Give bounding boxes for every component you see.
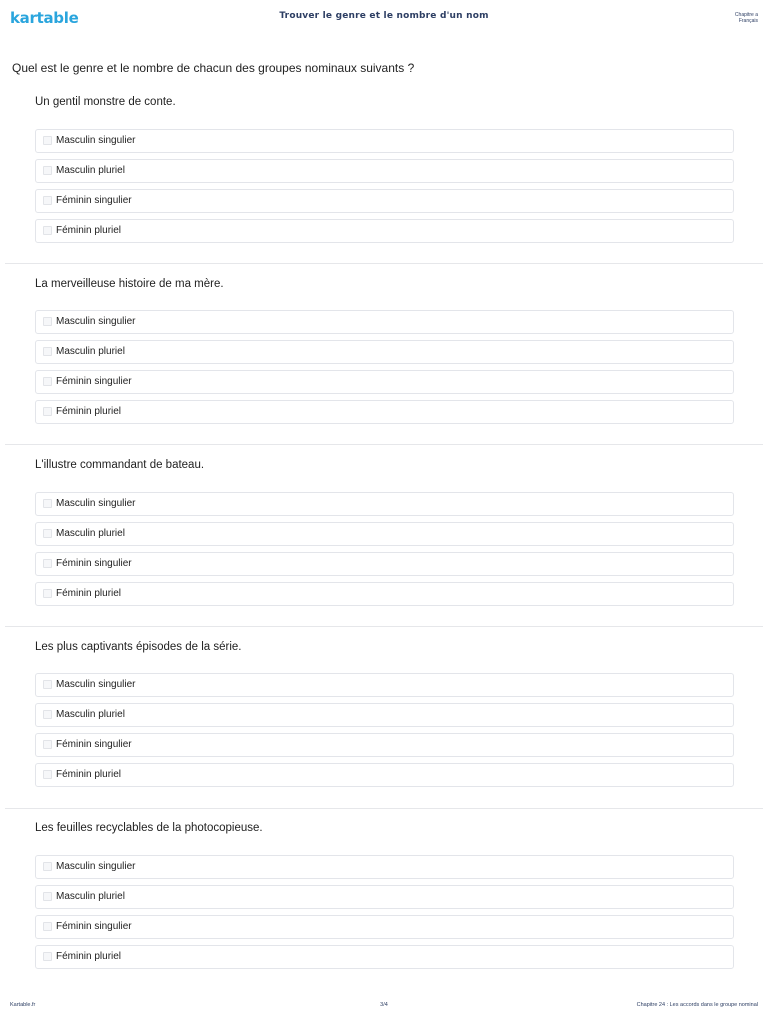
page-header [0, 0, 768, 36]
section-divider [5, 263, 763, 264]
option-label: Féminin singulier [56, 195, 132, 206]
option-label: Féminin singulier [56, 739, 132, 750]
checkbox-icon[interactable] [43, 740, 52, 749]
checkbox-icon[interactable] [43, 377, 52, 386]
option-label: Masculin singulier [56, 135, 136, 146]
option-label: Masculin pluriel [56, 709, 125, 720]
answer-option[interactable] [35, 733, 734, 757]
answer-option[interactable] [35, 885, 734, 909]
checkbox-icon[interactable] [43, 196, 52, 205]
answer-option[interactable] [35, 189, 734, 213]
option-label: Féminin pluriel [56, 951, 122, 962]
checkbox-icon[interactable] [43, 166, 52, 175]
checkbox-icon[interactable] [43, 952, 52, 961]
checkbox-icon[interactable] [43, 680, 52, 689]
answer-option[interactable] [35, 552, 734, 576]
question-label: Un gentil monstre de conte. [35, 96, 176, 108]
option-label: Féminin pluriel [56, 406, 122, 417]
checkbox-icon[interactable] [43, 922, 52, 931]
option-label: Masculin singulier [56, 861, 136, 872]
option-label: Masculin pluriel [56, 346, 125, 357]
option-label: Masculin singulier [56, 498, 136, 509]
option-label: Masculin pluriel [56, 528, 125, 539]
answer-option[interactable] [35, 763, 734, 787]
answer-option[interactable] [35, 582, 734, 606]
answer-option[interactable] [35, 492, 734, 516]
checkbox-icon[interactable] [43, 499, 52, 508]
option-label: Masculin pluriel [56, 891, 125, 902]
option-label: Féminin pluriel [56, 769, 122, 780]
answer-option[interactable] [35, 129, 734, 153]
question-label: La merveilleuse histoire de ma mère. [35, 278, 224, 290]
meta-chapter: Chapitre a [734, 12, 758, 18]
checkbox-icon[interactable] [43, 892, 52, 901]
option-label: Féminin singulier [56, 376, 132, 387]
option-label: Masculin singulier [56, 316, 136, 327]
answer-option[interactable] [35, 945, 734, 969]
section-divider [5, 808, 763, 809]
question-label: Les feuilles recyclables de la photocopieuse. [35, 822, 263, 834]
checkbox-icon[interactable] [43, 136, 52, 145]
kartable-logo[interactable]: kartable [10, 9, 79, 27]
answer-option[interactable] [35, 855, 734, 879]
checkbox-icon[interactable] [43, 407, 52, 416]
page-number: 3/4 [380, 1002, 388, 1008]
checkbox-icon[interactable] [43, 559, 52, 568]
main-question: Quel est le genre et le nombre de chacun des groupes nominaux suivants ? [12, 61, 415, 75]
answer-option[interactable] [35, 219, 734, 243]
option-label: Féminin pluriel [56, 225, 122, 236]
answer-option[interactable] [35, 673, 734, 697]
section-divider [5, 626, 763, 627]
checkbox-icon[interactable] [43, 226, 52, 235]
checkbox-icon[interactable] [43, 589, 52, 598]
option-label: Féminin singulier [56, 558, 132, 569]
option-label: Masculin singulier [56, 679, 136, 690]
checkbox-icon[interactable] [43, 317, 52, 326]
checkbox-icon[interactable] [43, 862, 52, 871]
answer-option[interactable] [35, 159, 734, 183]
footer-site[interactable]: Kartable.fr [10, 1002, 36, 1008]
question-label: L'illustre commandant de bateau. [35, 459, 205, 471]
checkbox-icon[interactable] [43, 770, 52, 779]
answer-option[interactable] [35, 370, 734, 394]
section-divider [5, 444, 763, 445]
document-title: Trouver le genre et le nombre d'un nom [279, 11, 489, 21]
meta-subject: Français [738, 18, 758, 24]
option-label: Féminin pluriel [56, 588, 122, 599]
answer-option[interactable] [35, 400, 734, 424]
checkbox-icon[interactable] [43, 710, 52, 719]
answer-option[interactable] [35, 915, 734, 939]
page-footer [0, 1000, 768, 1012]
option-label: Masculin pluriel [56, 165, 125, 176]
footer-chapter: Chapitre 24 : Les accords dans le groupe nominal [636, 1002, 758, 1008]
document-meta [735, 12, 758, 24]
checkbox-icon[interactable] [43, 347, 52, 356]
checkbox-icon[interactable] [43, 529, 52, 538]
answer-option[interactable] [35, 340, 734, 364]
question-label: Les plus captivants épisodes de la série. [35, 641, 242, 653]
answer-option[interactable] [35, 522, 734, 546]
option-label: Féminin singulier [56, 921, 132, 932]
answer-option[interactable] [35, 703, 734, 727]
answer-option[interactable] [35, 310, 734, 334]
